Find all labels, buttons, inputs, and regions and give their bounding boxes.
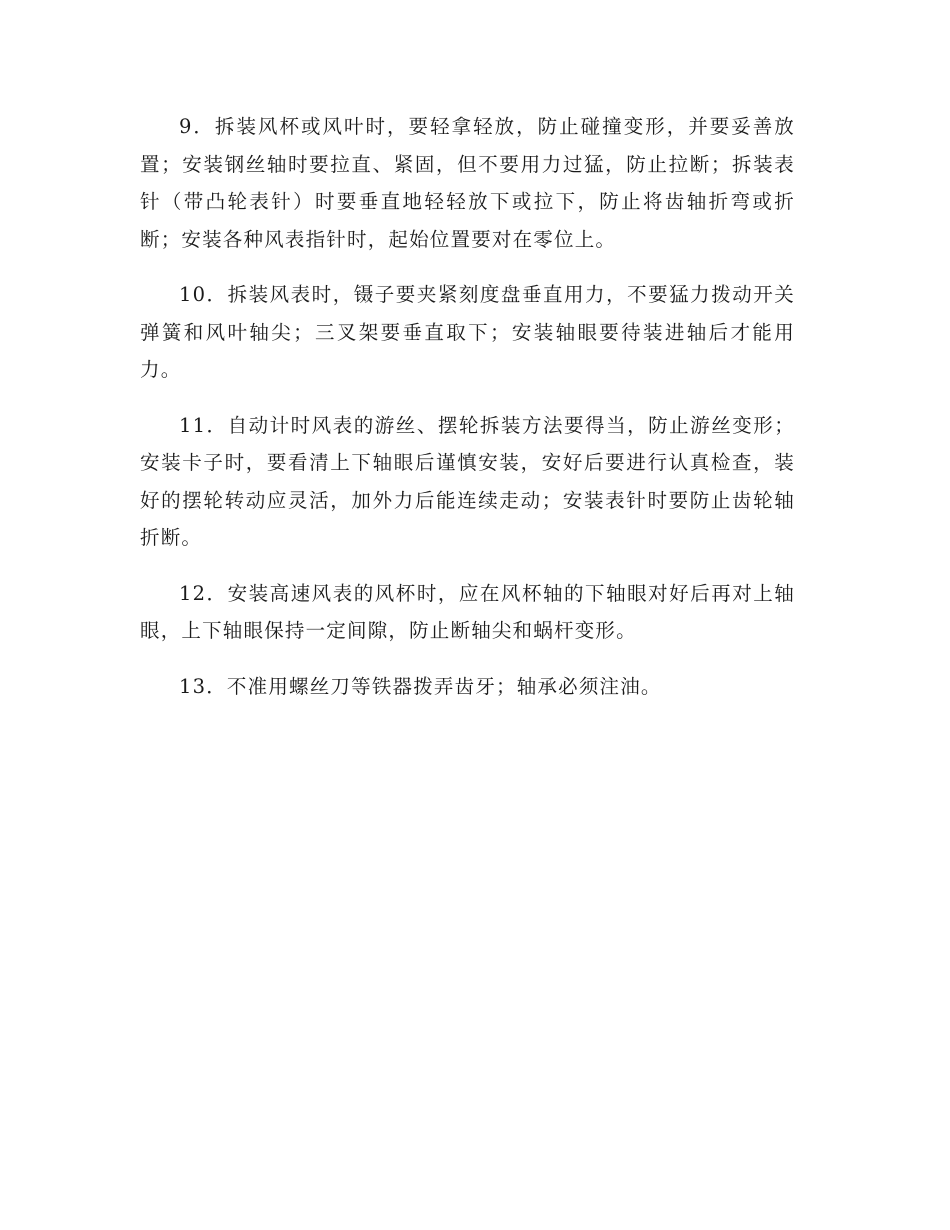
document-body: [140, 108, 795, 723]
paragraph-item-12: 12．安装高速风表的风杯时，应在风杯轴的下轴眼对好后再对上轴眼，上下轴眼保持一定间隙，防止断轴尖和蜗杆变形。: [140, 581, 795, 642]
paragraph-item-11: 11．自动计时风表的游丝、摆轮拆装方法要得当，防止游丝变形；安装卡子时，要看清上下轴眼后谨慎安装，安好后要进行认真检查，装好的摆轮转动应灵活，加外力后能连续走动；安装表针时要防止齿轮轴折断。: [140, 413, 795, 549]
paragraph-item-9: 9．拆装风杯或风叶时，要轻拿轻放，防止碰撞变形，并要妥善放置；安装钢丝轴时要拉直、紧固，但不要用力过猛，防止拉断；拆装表针（带凸轮表针）时要垂直地轻轻放下或拉下，防止将齿轴折弯或折断；安装各种风表指针时，起始位置要对在零位上。: [140, 115, 795, 251]
paragraph-item-13: 13．不准用螺丝刀等铁器拨弄齿牙；轴承必须注油。: [179, 674, 662, 698]
paragraph-item-10: 10．拆装风表时，镊子要夹紧刻度盘垂直用力，不要猛力拨动开关弹簧和风叶轴尖；三叉架要垂直取下；安装轴眼要待装进轴后才能用力。: [140, 283, 795, 381]
